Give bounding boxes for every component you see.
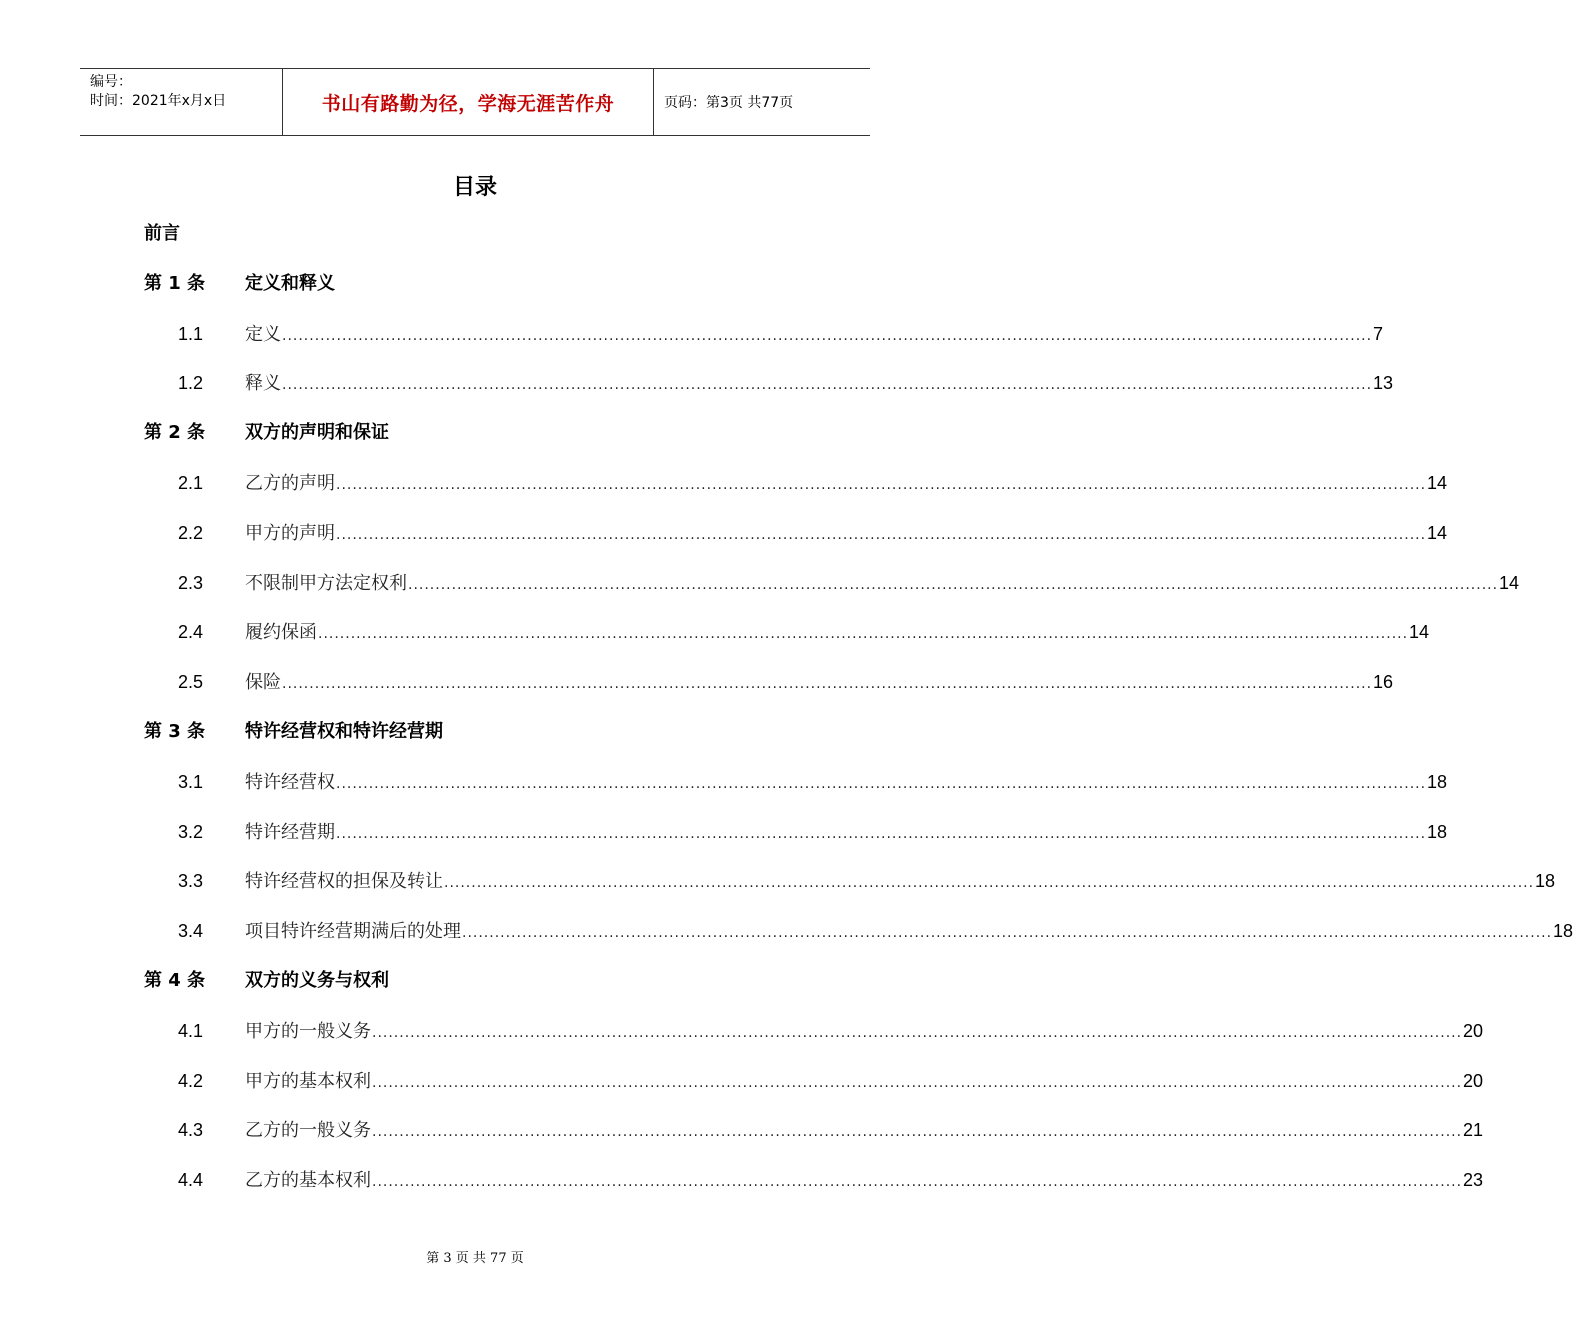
toc-section-row[interactable] [0, 368, 1394, 398]
toc-section-row[interactable] [0, 518, 1448, 548]
toc-section-row[interactable] [0, 319, 1384, 349]
page-header [80, 68, 870, 136]
dot-leader: ........................................................................................................................................................................................................ [444, 875, 1535, 891]
section-number: 2.1 [178, 473, 204, 493]
toc-title: 目录 [452, 175, 497, 200]
section-number: 1.1 [178, 324, 204, 344]
dot-leader: ........................................................................................................................................................................................................ [282, 328, 1373, 344]
article-number: 第 1 条 [144, 273, 206, 294]
section-page-number: 14 [1427, 523, 1448, 543]
section-number: 4.3 [178, 1120, 204, 1140]
date-label: 时间：2021年x月x日 [90, 93, 227, 109]
toc-section-row[interactable] [0, 468, 1448, 498]
section-page-number: 23 [1463, 1170, 1484, 1190]
toc-section-row[interactable] [0, 667, 1394, 697]
section-page-number: 21 [1463, 1120, 1484, 1140]
toc-section-row[interactable] [0, 866, 1556, 896]
section-title: 履约保函 [245, 622, 317, 643]
article-title: 定义和释义 [245, 273, 335, 294]
toc-article-row[interactable] [0, 717, 950, 747]
section-number: 4.4 [178, 1170, 204, 1190]
header-motto: 书山有路勤为径，学海无涯苦作舟 [282, 69, 654, 135]
section-number: 1.2 [178, 373, 204, 393]
section-title: 甲方的一般义务 [245, 1021, 371, 1042]
dot-leader: ........................................................................................................................................................................................................ [336, 477, 1427, 493]
section-entry [245, 817, 1448, 849]
dot-leader: ........................................................................................................................................................................................................ [282, 377, 1373, 393]
toc-section-row[interactable] [0, 1066, 1484, 1096]
section-title: 不限制甲方法定权利 [245, 573, 407, 594]
page-footer: 第 3 页 共 77 页 [426, 1251, 524, 1266]
section-number: 3.2 [178, 822, 204, 842]
dot-leader: ........................................................................................................................................................................................................ [372, 1124, 1463, 1140]
section-entry [245, 767, 1448, 799]
section-page-number: 20 [1463, 1021, 1484, 1041]
section-number: 2.2 [178, 523, 204, 543]
dot-leader: ........................................................................................................................................................................................................ [372, 1025, 1463, 1041]
toc-section-row[interactable] [0, 767, 1448, 797]
section-entry [245, 1016, 1484, 1048]
section-number: 3.3 [178, 871, 204, 891]
section-title: 甲方的基本权利 [245, 1071, 371, 1092]
section-entry [245, 1066, 1484, 1098]
article-title: 双方的声明和保证 [245, 422, 389, 443]
section-entry [245, 568, 1520, 600]
article-number: 第 3 条 [144, 721, 206, 742]
dot-leader: ........................................................................................................................................................................................................ [336, 527, 1427, 543]
section-number: 2.3 [178, 573, 204, 593]
section-title: 特许经营权 [245, 772, 335, 793]
article-number: 第 2 条 [144, 422, 206, 443]
dot-leader: ........................................................................................................................................................................................................ [372, 1174, 1463, 1190]
toc-section-row[interactable] [0, 1165, 1484, 1195]
section-title: 乙方的一般义务 [245, 1120, 371, 1141]
dot-leader: ........................................................................................................................................................................................................ [318, 626, 1409, 642]
section-page-number: 14 [1499, 573, 1520, 593]
section-number: 4.2 [178, 1071, 204, 1091]
number-label: 编号： [90, 74, 132, 90]
article-title: 双方的义务与权利 [245, 970, 389, 991]
section-entry [245, 468, 1448, 500]
section-title: 定义 [245, 324, 281, 345]
dot-leader: ........................................................................................................................................................................................................ [462, 925, 1553, 941]
section-page-number: 13 [1373, 373, 1394, 393]
dot-leader: ........................................................................................................................................................................................................ [372, 1075, 1463, 1091]
section-entry [245, 1165, 1484, 1197]
section-number: 2.4 [178, 622, 204, 642]
section-page-number: 7 [1373, 324, 1384, 344]
section-number: 4.1 [178, 1021, 204, 1041]
section-title: 乙方的基本权利 [245, 1170, 371, 1191]
section-page-number: 20 [1463, 1071, 1484, 1091]
section-number: 3.1 [178, 772, 204, 792]
toc-preface-row[interactable] [0, 219, 950, 249]
header-page-info: 页码：第3页 共77页 [664, 95, 794, 111]
section-entry [245, 1115, 1484, 1147]
article-title: 特许经营权和特许经营期 [245, 721, 443, 742]
section-entry [245, 518, 1448, 550]
dot-leader: ........................................................................................................................................................................................................ [336, 776, 1427, 792]
section-entry [245, 667, 1394, 699]
dot-leader: ........................................................................................................................................................................................................ [336, 826, 1427, 842]
section-title: 项目特许经营期满后的处理 [245, 921, 461, 942]
section-page-number: 14 [1427, 473, 1448, 493]
section-title: 甲方的声明 [245, 523, 335, 544]
toc-article-row[interactable] [0, 966, 950, 996]
section-page-number: 18 [1427, 772, 1448, 792]
dot-leader: ........................................................................................................................................................................................................ [408, 577, 1499, 593]
toc-preface-label: 前言 [144, 223, 180, 244]
dot-leader: ........................................................................................................................................................................................................ [282, 676, 1373, 692]
section-page-number: 18 [1427, 822, 1448, 842]
section-title: 保险 [245, 672, 281, 693]
toc-section-row[interactable] [0, 1016, 1484, 1046]
toc-section-row[interactable] [0, 568, 1520, 598]
section-page-number: 18 [1535, 871, 1556, 891]
toc-article-row[interactable] [0, 418, 950, 448]
section-entry [245, 319, 1384, 351]
toc-section-row[interactable] [0, 817, 1448, 847]
section-page-number: 18 [1553, 921, 1573, 941]
article-number: 第 4 条 [144, 970, 206, 991]
section-entry [245, 617, 1430, 649]
section-title: 特许经营期 [245, 822, 335, 843]
section-entry [245, 916, 1573, 948]
toc-section-row[interactable] [0, 1115, 1484, 1145]
section-entry [245, 866, 1556, 898]
toc-article-row[interactable] [0, 269, 950, 299]
section-number: 3.4 [178, 921, 204, 941]
toc-section-row[interactable] [0, 916, 1573, 946]
section-page-number: 14 [1409, 622, 1430, 642]
section-title: 释义 [245, 373, 281, 394]
toc-section-row[interactable] [0, 617, 1430, 647]
section-title: 特许经营权的担保及转让 [245, 871, 443, 892]
section-title: 乙方的声明 [245, 473, 335, 494]
section-page-number: 16 [1373, 672, 1394, 692]
section-number: 2.5 [178, 672, 204, 692]
section-entry [245, 368, 1394, 400]
header-meta [80, 69, 282, 135]
